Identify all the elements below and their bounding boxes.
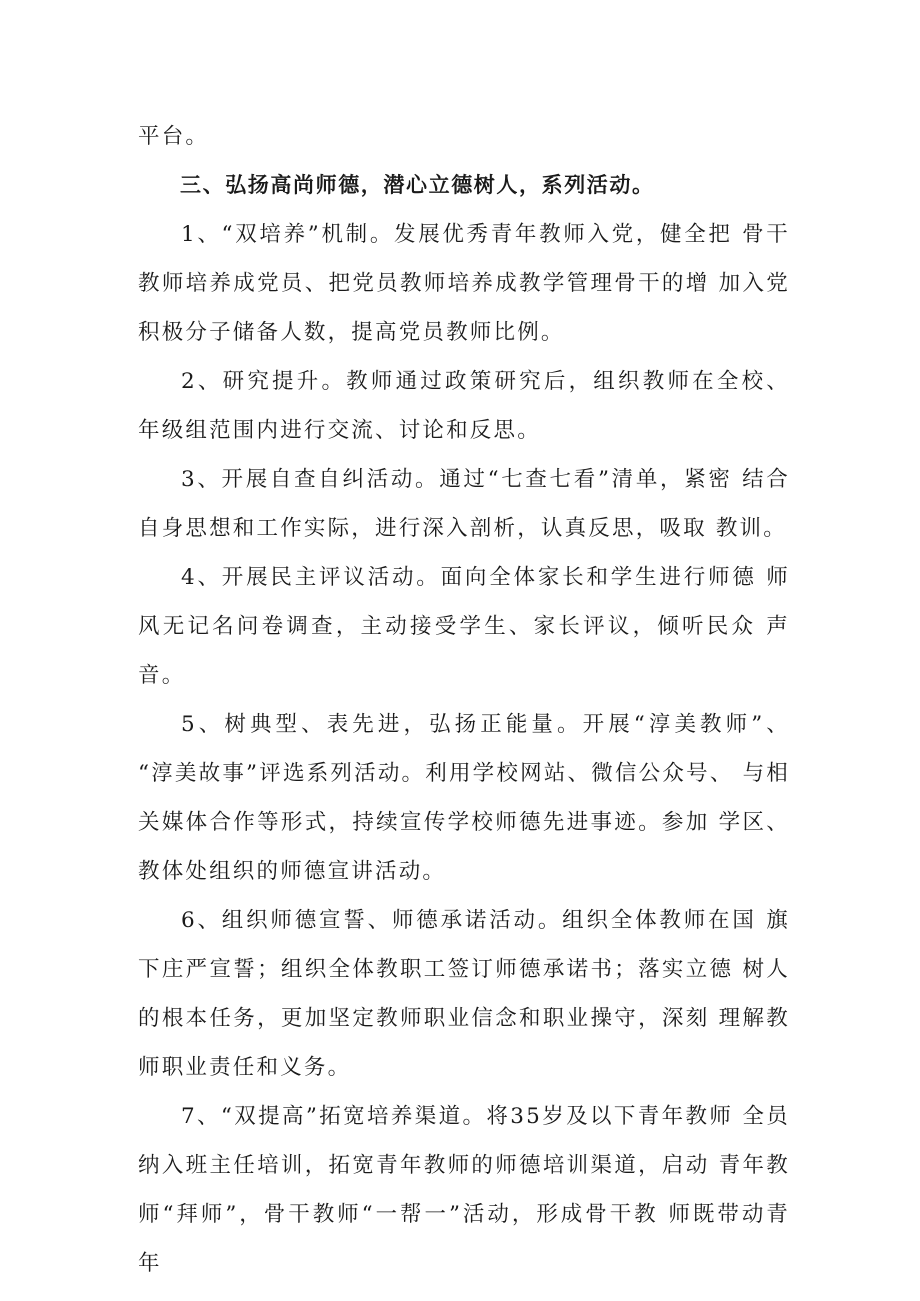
- paragraph-item-7: 7、“双提高”拓宽培养渠道。将35岁及以下青年教师 全员纳入班主任培训，拓宽青年教师的师德培训渠道，启动 青年教师“拜师”，骨干教师“一帮一”活动，形成骨干教 师既带动青年: [138, 1104, 790, 1276]
- paragraph-item-5: 5、树典型、表先进，弘扬正能量。开展“淳美教师”、 “淳美故事”评选系列活动。利用学校网站、微信公众号、 与相关媒体合作等形式，持续宣传学校师德先进事迹。参加 学区、教体处组织的师德宣讲活动。: [138, 712, 790, 884]
- paragraph-item-4: 4、开展民主评议活动。面向全体家长和学生进行师德 师风无记名问卷调查，主动接受学生、家长评议，倾听民众 声音。: [138, 565, 790, 688]
- paragraph-item-2: 2、研究提升。教师通过政策研究后，组织教师在全校、 年级组范围内进行交流、讨论和反思。: [138, 369, 790, 443]
- paragraph-item-6: 6、组织师德宣誓、师德承诺活动。组织全体教师在国 旗下庄严宣誓；组织全体教职工签订师德承诺书；落实立德 树人的根本任务，更加坚定教师职业信念和职业操守，深刻 理解教师职业责任和义务。: [138, 908, 790, 1080]
- paragraph-item-3: 3、开展自查自纠活动。通过“七查七看”清单，紧密 结合自身思想和工作实际，进行深入剖析，认真反思，吸取 教训。: [138, 467, 790, 541]
- section-heading: 三、弘扬高尚师德，潜心立德树人，系列活动。: [180, 173, 655, 197]
- paragraph-item-1: 1、“双培养”机制。发展优秀青年教师入党，健全把 骨干教师培养成党员、把党员教师培养成教学管理骨干的增 加入党积极分子储备人数，提高党员教师比例。: [138, 222, 790, 345]
- paragraph-continuation: 平台。: [138, 124, 210, 149]
- document-body: [138, 112, 790, 1288]
